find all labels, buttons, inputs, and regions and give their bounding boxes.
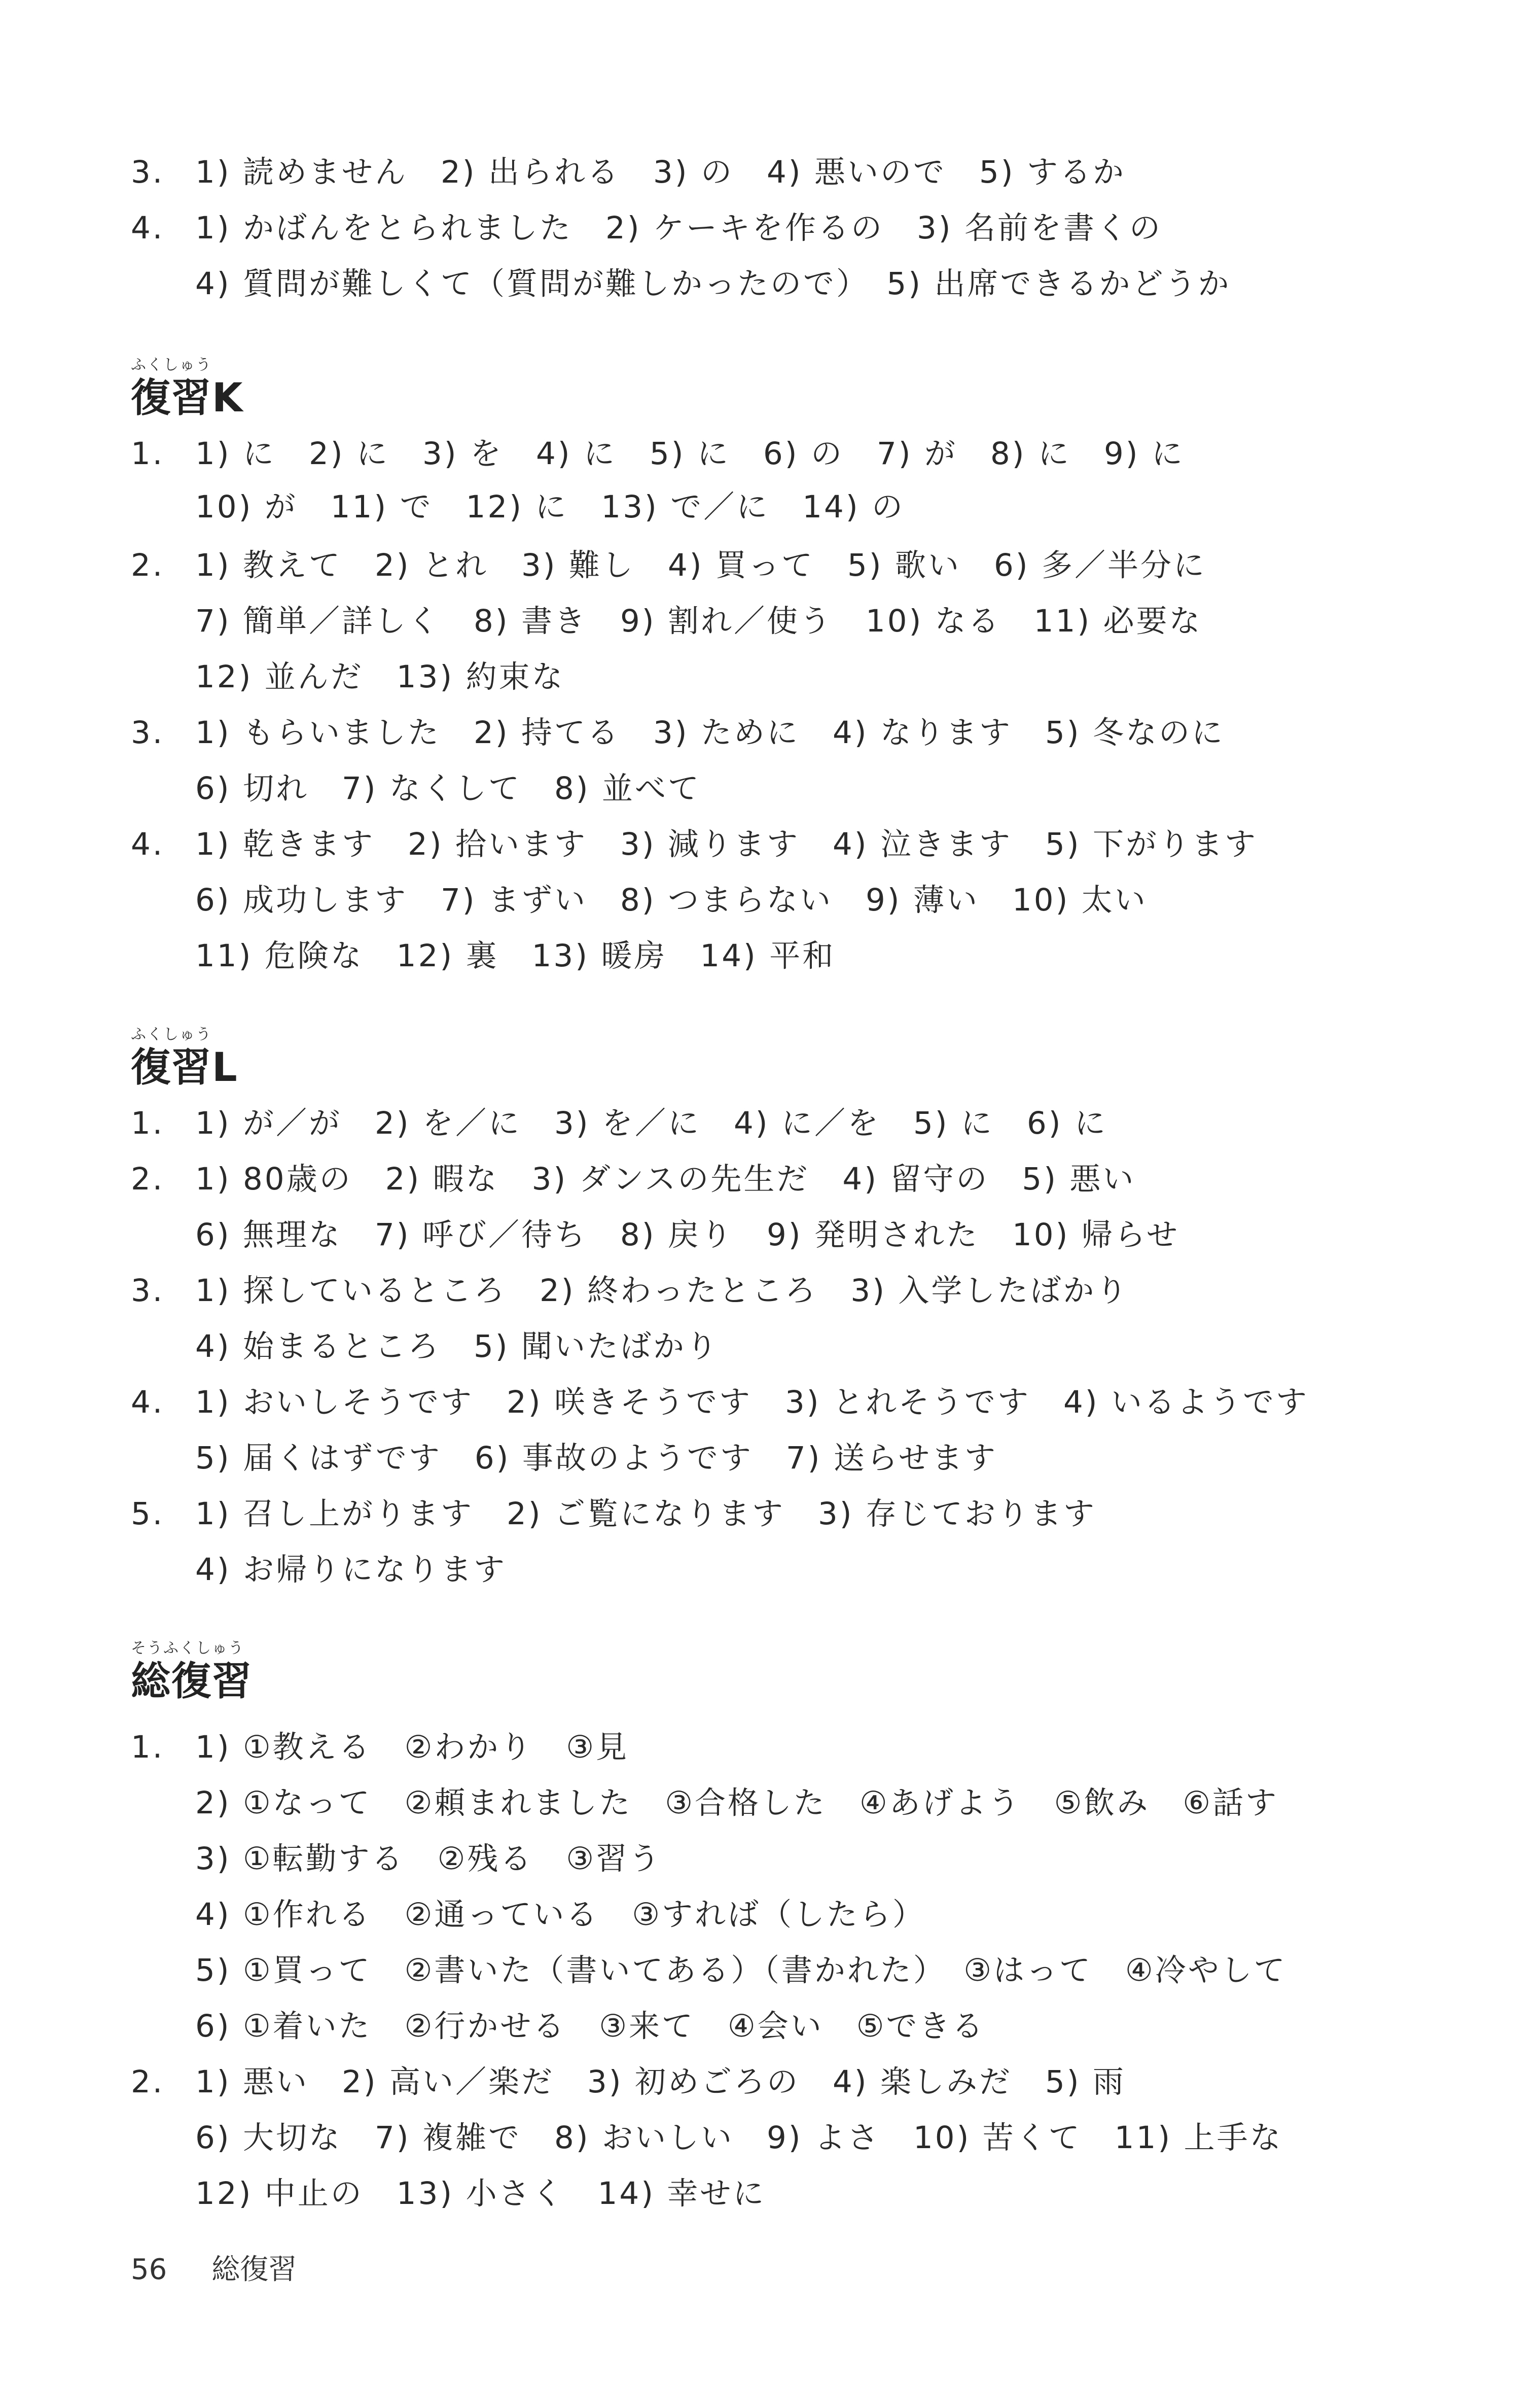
section-title: 総復習	[131, 1659, 253, 1704]
section-title: 復習L	[131, 1045, 238, 1091]
footer-label: 総復習	[211, 2253, 297, 2286]
page-footer	[131, 2252, 332, 2288]
section-title: 復習K	[131, 375, 244, 421]
section-heading-k: ふくしゅう 復習K	[131, 356, 244, 421]
section-heading-sou: そうふくしゅう 総復習	[131, 1639, 253, 1704]
section-heading-l: ふくしゅう 復習L	[131, 1026, 238, 1091]
page-number: 56	[131, 2253, 167, 2286]
answer-key-page: 3. 1) 読めません 2) 出られる 3) の 4) 悪いので 5) するか 4. 1) かばんをとられました 2) ケーキを作るの 3) 名前を書くの 4) 質問が難しくて（質問が難しかったので） 5) 出席できるかどうか ふくしゅう 復習K 1. 1) に 2) に 3) を 4) に 5) に 6) の 7) が 8) に 9) に 10) が 11) で 12) に 13) で／に 14) の 2. 1) 教えて 2) とれ 3) 難し 4) 買って 5) 歌い 6) 多／半分に 7) 簡単／詳しく 8) 書き 9) 割れ／使う 10) なる 11) 必要な 12) 並んだ 13) 約束な 3. 1) もらいました 2) 持てる 3) ために 4) なります 5) 冬なのに 6) 切れ 7) なくして 8) 並べて 4. 1) 乾きます 2) 拾います 3) 減ります 4) 泣きます 5) 下がります 6) 成功します 7) まずい 8) つまらない 9) 薄い 10) 太い 11) 危険な 12) 裏 13) 暖房 14) 平和 ふくしゅう 復習L 1. 1) が／が 2) を／に 3) を／に 4) に／を 5) に 6) に 2. 1) 80歳の 2) 暇な 3) ダンスの先生だ 4) 留守の 5) 悪い 6) 無理な 7) 呼び／待ち 8) 戻り 9) 発明された 10) 帰らせ 3. 1) 探しているところ 2) 終わったところ 3) 入学したばかり 4) 始まるところ 5) 聞いたばかり 4. 1) おいしそうです 2) 咲きそうです 3) とれそうです 4) いるようです 5) 届くはずです 6) 事故のようです 7) 送らせます 5. 1) 召し上がります 2) ご覧になります 3) 存じております 4) お帰りになります そうふくしゅう 総復習 1. 1) ①教える ②わかり ③見 2) ①なって ②頼まれました ③合格した ④あげよう ⑤飲み ⑥話す 3) ①転勤する ②残る ③習う 4) ①作れる ②通っている ③すれば（したら） 5) ①買って ②書いた（書いてある）（書かれた） ③はって ④冷やして 6) ①着いた ②行かせる ③来て ④会い ⑤できる 2. 1) 悪い 2) 高い／楽だ 3) 初めごろの 4) 楽しみだ 5) 雨 6) 大切な 7) 複雑で 8) おいしい 9) よさ 10) 苦くて 11) 上手な 12) 中止の 13) 小さく 14) 幸せに 56 総復習	[0, 0, 1540, 2384]
